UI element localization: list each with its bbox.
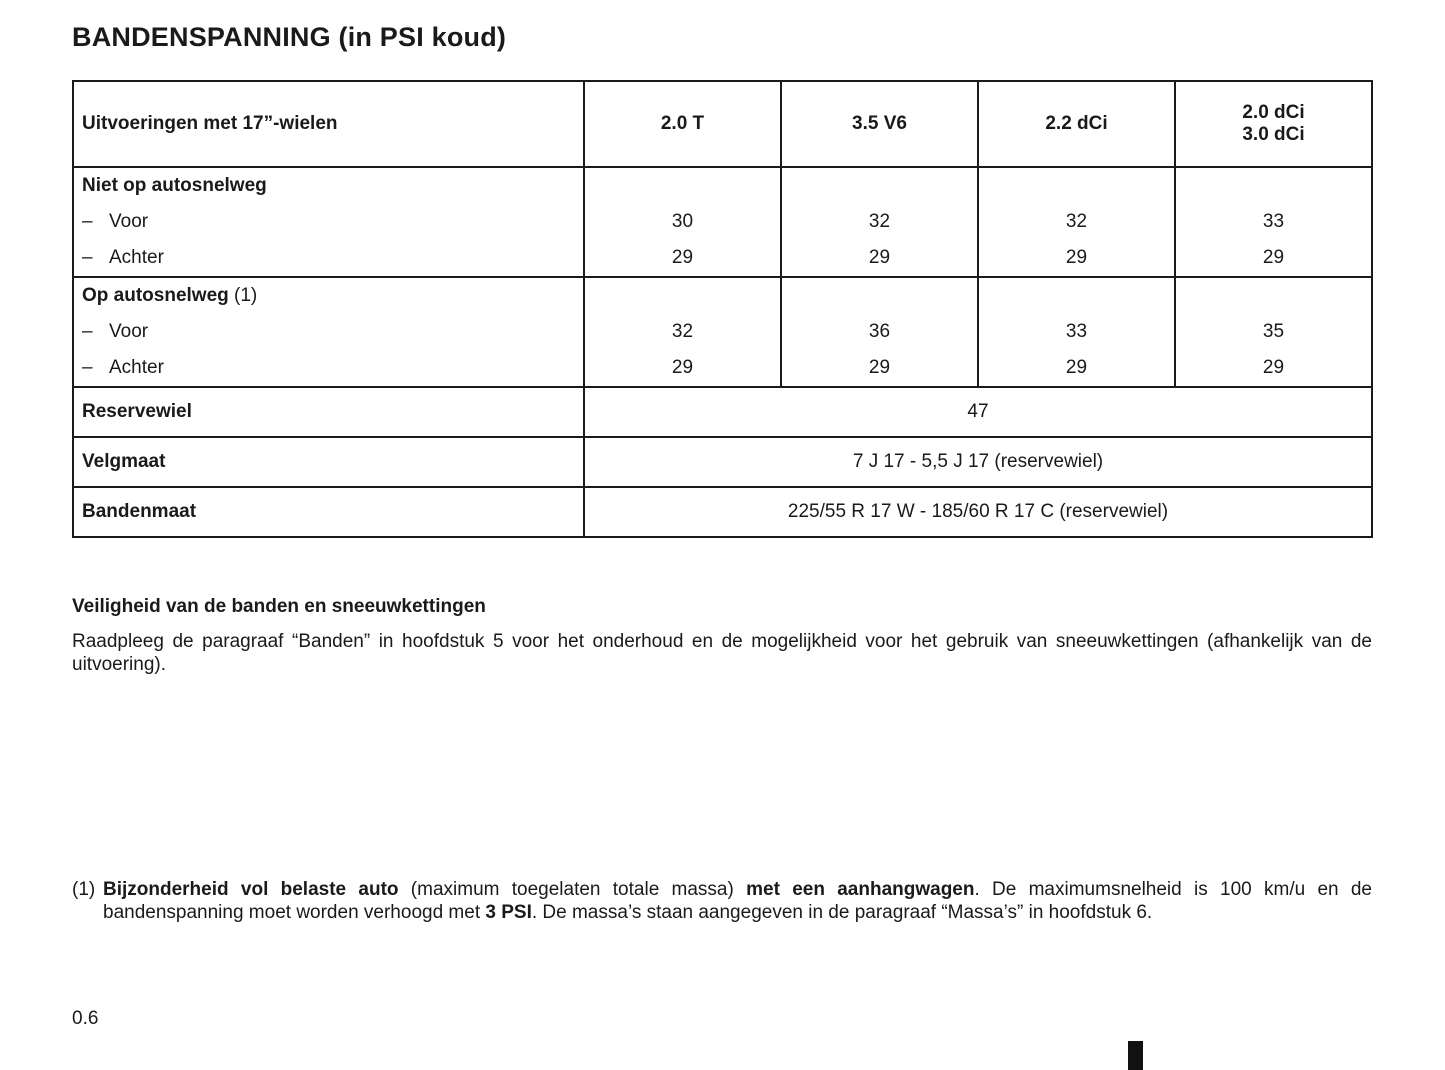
tire-pressure-table [72,80,1373,538]
front-label: Voor [109,211,149,232]
model-header [978,81,1175,167]
rear-pressure: 29 [671,247,694,268]
footnote-bold-2: met een aanhangwagen [746,879,975,900]
safety-paragraph: Raadpleeg de paragraaf “Banden” in hoofdstuk 5 voor het onderhoud en de mogelijkheid voor het gebruik van sneeuwkettingen (afhankelijk van de uitvoering). [72,631,1372,675]
front-pressure: 33 [1262,211,1285,232]
table-row [73,167,1372,277]
model-name: 2.0 T [660,113,705,134]
table-row-bandenmaat [73,487,1372,537]
value-cell [978,167,1175,277]
model-name: 2.2 dCi [1045,113,1108,134]
rear-pressure: 29 [868,357,891,378]
row-value: 225/55 R 17 W - 185/60 R 17 C (reservewiel) [584,487,1372,537]
table-row [73,277,1372,387]
front-pressure: 32 [1065,211,1088,232]
rear-pressure: 29 [1065,357,1088,378]
dash: – [82,321,93,342]
rear-label: Achter [109,357,164,378]
footnote-text-2: . De maximumsnelheid is 100 km/u en de bandenspanning moet worden verhoogd met [103,879,1372,923]
table-header-row [73,81,1372,167]
rear-pressure: 29 [1262,357,1285,378]
footnote-number: (1) [72,879,96,900]
group-note: (1) [228,285,258,306]
value-cell [584,167,781,277]
value-cell [781,277,978,387]
table-row-reservewiel [73,387,1372,437]
model-name: 3.5 V6 [852,113,907,134]
value-cell [978,277,1175,387]
footnote-text [103,878,1372,924]
value-cell [1175,167,1372,277]
header-label: Uitvoeringen met 17”-wielen [73,81,584,167]
value-cell [781,167,978,277]
dash: – [82,357,93,378]
model-name: 2.0 dCi [1242,102,1305,123]
footnote-bold-3: 3 PSI [485,902,532,923]
group-label-cell [73,167,584,277]
group-title: Op autosnelweg [82,285,229,306]
front-pressure: 35 [1262,321,1285,342]
page-edge-marker [1128,1041,1143,1070]
footnote [72,878,1372,924]
group-label-cell [73,277,584,387]
dash: – [82,211,93,232]
front-pressure: 36 [868,321,891,342]
footnote-text-3: . De massa’s staan aangegeven in de paragraaf “Massa’s” in hoofdstuk 6. [531,902,1153,923]
model-name-line2: 3.0 dCi [1242,124,1305,145]
dash: – [82,247,93,268]
group-title: Niet op autosnelweg [82,175,267,196]
rear-pressure: 29 [671,357,694,378]
row-label: Velgmaat [73,437,584,487]
row-label: Bandenmaat [73,487,584,537]
footnote-text-1: (maximum toegelaten totale massa) [398,879,747,900]
model-header [781,81,978,167]
front-pressure: 30 [671,211,694,232]
rear-pressure: 29 [868,247,891,268]
row-value: 7 J 17 - 5,5 J 17 (reservewiel) [584,437,1372,487]
rear-pressure: 29 [1262,247,1285,268]
safety-heading: Veiligheid van de banden en sneeuwkettingen [72,596,486,617]
value-cell [584,277,781,387]
model-header [1175,81,1372,167]
front-pressure: 32 [671,321,694,342]
page-title: BANDENSPANNING (in PSI koud) [72,22,507,52]
rear-pressure: 29 [1065,247,1088,268]
model-header [584,81,781,167]
rear-label: Achter [109,247,164,268]
front-pressure: 33 [1065,321,1088,342]
row-label: Reservewiel [73,387,584,437]
value-cell [1175,277,1372,387]
row-value: 47 [584,387,1372,437]
table-row-velgmaat [73,437,1372,487]
footnote-bold-1: Bijzonderheid vol belaste auto [103,879,399,900]
page-number: 0.6 [72,1008,99,1029]
front-label: Voor [109,321,149,342]
front-pressure: 32 [868,211,891,232]
